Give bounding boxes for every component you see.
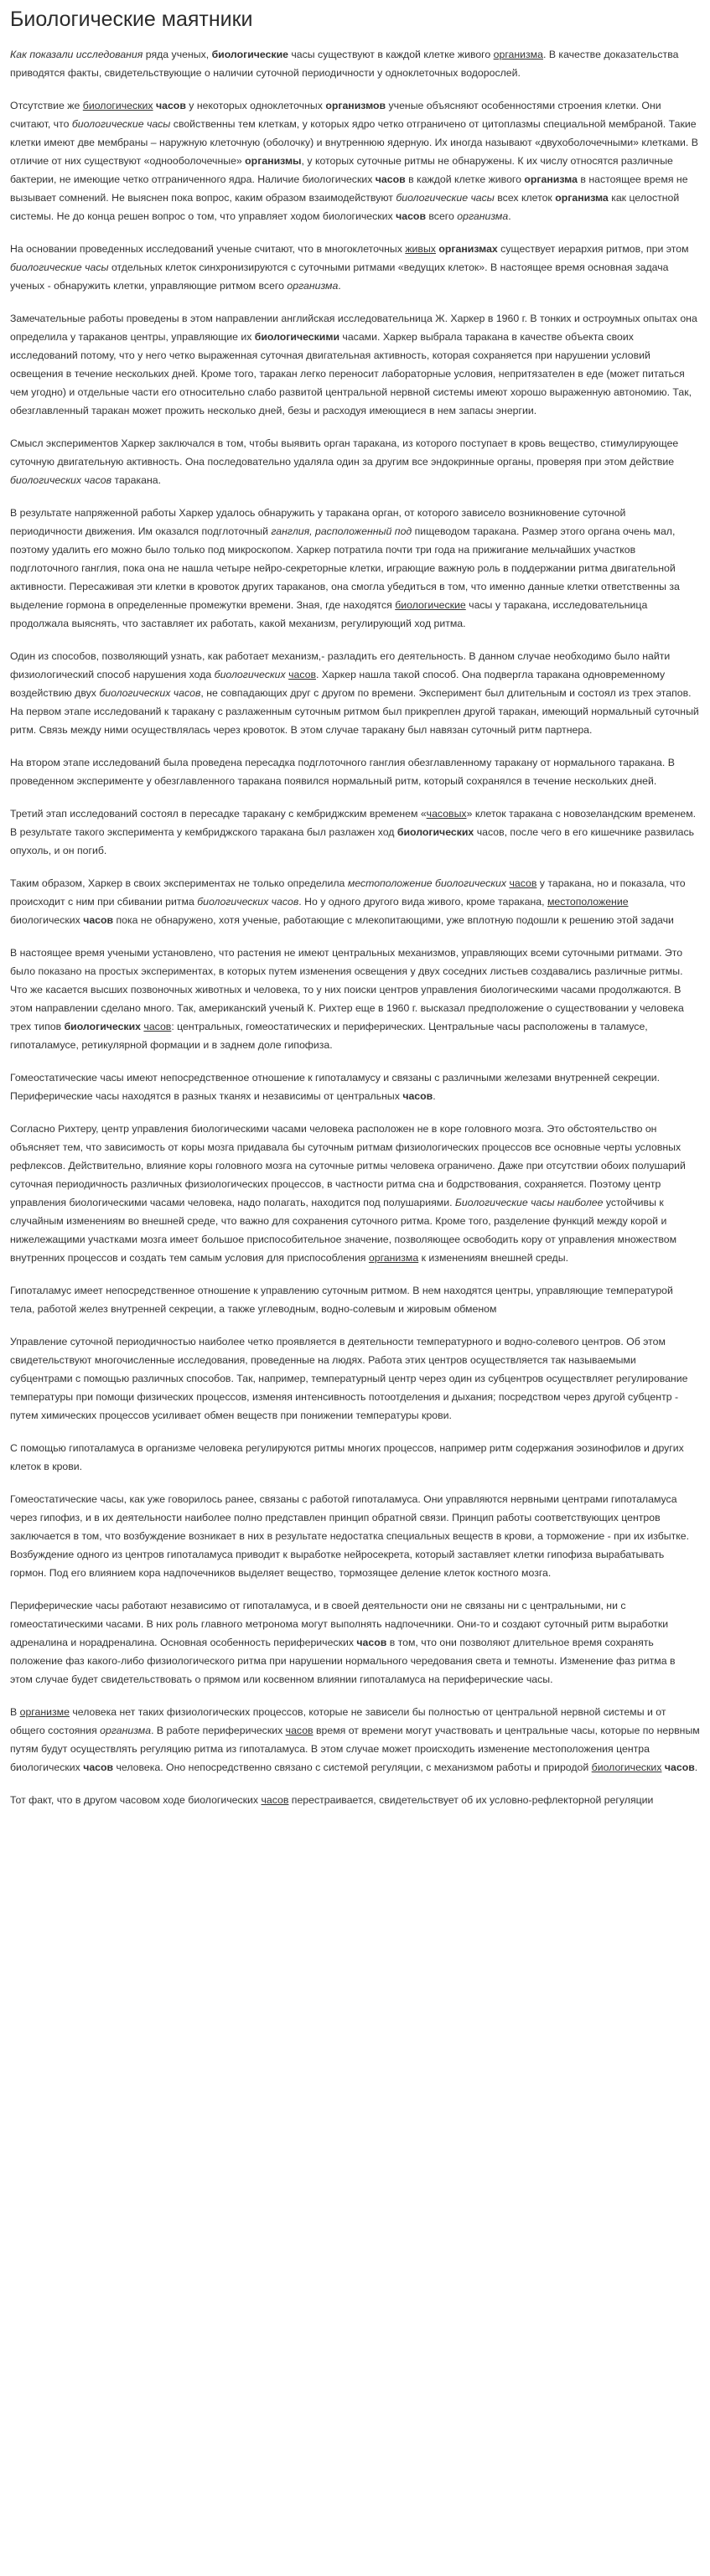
bold-text: биологических: [64, 1021, 141, 1032]
inline-link[interactable]: биологических: [591, 1761, 662, 1773]
text-run: В результате напряженной работы Харкер удалось обнаружить у таракана орган, от которого зависело возникновение суточной периодичности движения. Им оказался подглоточный: [10, 507, 626, 537]
italic-text: биологические часы: [396, 192, 495, 204]
bold-text: часов: [375, 173, 406, 185]
text-run: всех клеток: [494, 192, 556, 204]
page-title: Биологические маятники: [10, 8, 253, 31]
text-run: Периферические часы работают независимо от гипоталамуса, и в своей деятельности они не связаны ни с центральными, ни с гомеостатическими часами. В них роль главного метронома могут выполнять надпочечники. Они-то и создают суточный ритм выработки адреналина и норадреналина. Основная особенность периферических: [10, 1600, 669, 1648]
bold-text: часов: [396, 210, 426, 222]
inline-link[interactable]: часовых: [426, 808, 467, 820]
bold-text: организмах: [438, 243, 498, 255]
inline-link[interactable]: часов: [288, 669, 316, 680]
bold-text: биологические: [211, 49, 288, 60]
paragraph: [10, 240, 700, 295]
text-run: часы у таракана, исследовательница продолжала выяснять, что заставляет их работать, какой механизм, регулирующий ход ритма.: [10, 599, 648, 629]
text-run: как целостной системы. Не до конца решен вопрос о том, что управляет ходом биологических: [10, 192, 680, 222]
italic-text: организма: [287, 280, 339, 292]
inline-link[interactable]: организме: [19, 1706, 70, 1718]
italic-text: биологические часы: [71, 118, 171, 130]
text-run: время от времени могут участвовать и центральные часы, которые по нервным путям будут осуществлять регуляцию ритма из гипоталамуса. В этом случае может происходить изменение местоположения центра биологических: [10, 1725, 700, 1773]
text-run: всего: [426, 210, 458, 222]
italic-text: Как: [10, 49, 30, 60]
text-run: Управление суточной периодичностью наиболее четко проявляется в деятельности температурного и водно-солевого центров. Об этом свидетельствуют многочисленные исследования, проведенные на людях. Работа этих центров осуществляется так называемыми субцентрами с помощью различных способов. Так, например, температурный центр через один из субцентров осуществляет регулирование температуры при помощи физических процессов, изменяя интенсивность потоотделения и дыхания; посредством через другой субцентр - путем химических процессов усиливает обмен веществ при понижении температуры крови.: [10, 1336, 688, 1421]
text-run: ряда ученых,: [143, 49, 212, 60]
paragraph: [10, 504, 700, 633]
paragraph: [10, 45, 700, 82]
text-run: в том, что они позволяют длительное время сохранять положение фаз какого-либо физиологического ритма при нарушении нормального чередования света и темноты. Изменение фаз ритма в этом случае будет свидетельствовать о прямом или косвенном влиянии гипоталамуса на периферические часы.: [10, 1637, 676, 1685]
text-run: . В качестве доказательства приводятся факты, свидетельствующие о наличии суточной периодичности у одноклеточных водорослей.: [10, 49, 679, 79]
text-run: существует иерархия ритмов, при этом: [497, 243, 689, 255]
text-run: Один из способов, позволяющий узнать, как работает механизм,- разладить его деятельность. В данном случае необходимо было найти физиологический способ нарушения хода: [10, 650, 671, 680]
text-run: Третий этап исследований состоял в пересадке таракану с кембриджским временем «: [10, 808, 427, 820]
bold-text: часов: [83, 1761, 114, 1773]
text-run: у таракана, но и показала, что происходит с ним при сбивании ритма: [10, 877, 686, 908]
bold-text: организма: [555, 192, 609, 204]
italic-text: местоположение биологических: [347, 877, 507, 889]
text-run: В настоящее время учеными установлено, что растения не имеют центральных механизмов, управляющих всеми суточными ритмами. Это было показано на простых экспериментах, в которых путем изменения освещения у двух соседних листьев создавались различные ритмы. Что же касается высших позвоночных животных и человека, то у них поиски центров управления биологическими часами продолжаются. В этом направлении сделано много. Так, американский ученый К. Рихтер еще в 1960 г. высказал предположение о существовании у человека трех типов: [10, 947, 684, 1032]
text-run: На основании проведенных исследований ученые считают, что в многоклеточных: [10, 243, 406, 255]
text-run: Смысл экспериментов Харкер заключался в том, чтобы выявить орган таракана, из которого поступает в кровь вещество, стимулирующее суточную двигательную активность. Она последовательно удаляла один за другим все эндокринные органы, проверяя при этом действие: [10, 437, 679, 468]
bold-text: часов: [402, 1090, 433, 1102]
paragraph: [10, 434, 700, 489]
text-run: .: [433, 1090, 436, 1102]
article-body: [10, 45, 700, 1809]
inline-link[interactable]: часов: [285, 1725, 314, 1736]
text-run: . Харкер нашла такой способ. Она подвергла таракана одновременному воздействию двух: [10, 669, 666, 699]
inline-link[interactable]: часов: [143, 1021, 172, 1032]
inline-link[interactable]: часов: [509, 877, 537, 889]
text-run: в настоящее время не вызывает сомнений. Не выяснен пока вопрос, каким образом взаимодействуют: [10, 173, 688, 204]
bold-text: биологических: [396, 826, 474, 838]
inline-link[interactable]: организма: [368, 1252, 419, 1264]
text-run: » клеток таракана с новозеландским временем. В результате такого эксперимента у кембриджского таракана был разлажен ход: [10, 808, 697, 838]
text-run: человека. Оно непосредственно связано с системой регуляции, с механизмом работы и природой: [113, 1761, 592, 1773]
text-run: Таким образом, Харкер в своих экспериментах не только определила: [10, 877, 348, 889]
paragraph: [10, 1281, 700, 1318]
italic-text: биологических часов: [99, 687, 201, 699]
text-run: часы существуют в каждой клетке живого: [288, 49, 494, 60]
text-run: отдельных клеток синхронизируются с суточными ритмами «ведущих клеток». В настоящее время основная задача ученых - обнаружить клетки, управляющие ритмом всего: [10, 261, 669, 292]
italic-text: организма: [100, 1725, 152, 1736]
italic-text: биологических: [214, 669, 286, 680]
paragraph: [10, 1332, 700, 1425]
text-run: : центральных, гомеостатических и периферических. Центральные часы расположены в таламусе, гипоталамусе, ретикулярной формации и в заднем доле гипофиза.: [10, 1021, 648, 1051]
inline-link[interactable]: местоположение: [547, 896, 629, 908]
italic-text: организма: [457, 210, 509, 222]
text-run: Согласно Рихтеру, центр управления биологическими часами человека расположен не в коре головного мозга. Это обстоятельство он объясняет тем, что зависимость от коры мозга придавала бы суточным ритмам физиологических процессов все основные черты условных рефлексов. Действительно, влияние коры головного мозга на суточные ритмы человека ограничено. Даже при отсутствии обоих полушарий суточная периодичность различных физиологических процессов, в частности ритма сна и бодрствования, сохраняется. Поэтому центр управления биологическими часами человека, надо полагать, находится под полушариями.: [10, 1123, 686, 1208]
italic-text: биологических часов: [197, 896, 299, 908]
bold-text: организмов: [325, 100, 386, 111]
italic-text: биологические часы: [10, 261, 109, 273]
paragraph: [10, 753, 700, 790]
text-run: , у которых суточные ритмы не обнаружены. К их числу относятся различные бактерии, не имеющие четко отграниченного ядра. Наличие биологических: [10, 155, 673, 185]
text-run: человека нет таких физиологических процессов, которые не зависели бы полностью от центральной нервной системы и от общего состояния: [10, 1706, 666, 1736]
paragraph: [10, 1120, 700, 1267]
text-run: часами. Харкер выбрала таракана в качестве объекта своих исследований потому, что у него четко выраженная суточная двигательная активность, которая сохраняется при нарушении условий освещения в течение нескольких дней. Кроме того, таракан легко переносит лабораторные условия, непритязателен в еде (может питаться чем угодно) и отдельные части его относительно слабо развитой центральной нервной системы имеют хорошо выраженную автономию. Так, обезглавленный таракан может прожить несколько дней, безы и расходуя имеющиеся в нем запасы энергии.: [10, 331, 692, 416]
bold-text: биологическими: [254, 331, 340, 343]
text-run: у некоторых одноклеточных: [185, 100, 326, 111]
text-run: в каждой клетке живого: [405, 173, 525, 185]
text-run: пока не обнаружено, хотя ученые, работающие с млекопитающими, уже вплотную подошли к решению этой задачи: [113, 914, 674, 926]
text-run: В: [10, 1706, 20, 1718]
text-run: Гомеостатические часы имеют непосредственное отношение к гипоталамусу и связаны с различными железами внутренней секреции. Периферические часы находятся в разных тканях и независимы от центральных: [10, 1072, 661, 1102]
paragraph: [10, 1490, 700, 1582]
italic-text: показали исследования: [29, 49, 143, 60]
text-run: . В работе периферических: [151, 1725, 286, 1736]
text-run: На втором этапе исследований была проведена пересадка подглоточного ганглия обезглавленному таракану от нормального таракана. В проведенном эксперименте у обезглавленного таракана появился нормальный ритм, который сохранялся в течение нескольких дней.: [10, 757, 675, 787]
italic-text: ганглия, расположенный под: [271, 525, 412, 537]
text-run: устойчивы к случайным изменениям во внешней среде, что важно для сохранения суточного ритма. Кроме того, разделение функций между корой и нижележащими участками мозга имеет большое приспособительное значение, позволяющее освободить кору от управления множеством внутренних процессов и создать тем самым условия для приспособления: [10, 1197, 677, 1264]
text-run: .: [694, 1761, 698, 1773]
inline-link[interactable]: живых: [405, 243, 436, 255]
text-run: .: [338, 280, 341, 292]
text-run: Гомеостатические часы, как уже говорилось ранее, связаны с работой гипоталамуса. Они управляются нервными центрами гипоталамуса через гипофиз, и в их деятельности наиболее полно представлен принцип обратной связи. Принцип работы соответствующих центров заключается в том, что возбуждение возникает в них в результате недостатка специальных веществ в крови, а торможение - при их избытке. Возбуждение одного из центров гипоталамуса приводит к выработке нейросекрета, который заставляет клетки гипофиза вырабатывать гормон. Под его влиянием кора надпочечников выделяет вещество, тормозящее деление клеток костного мозга.: [10, 1493, 690, 1579]
italic-text: Биологические часы наиболее: [454, 1197, 604, 1208]
paragraph: [10, 1068, 700, 1105]
paragraph: [10, 1703, 700, 1777]
text-run: ученые объясняют особенностями строения клетки. Они считают, что: [10, 100, 661, 130]
text-run: .: [508, 210, 511, 222]
paragraph: [10, 96, 700, 225]
text-run: к изменениям внешней среды.: [418, 1252, 568, 1264]
text-run: свойственны тем клеткам, у которых ядро четко отграничено от цитоплазмы специальной мембраной. Такие клетки имеют две мембраны – наружную клеточную (оболочку) и внутреннюю ядерную. Их иногда называют «двухоболочечными» клетками. В отличие от них существуют «однооболочечные»: [10, 118, 698, 167]
paragraph: [10, 804, 700, 860]
bold-text: организма: [524, 173, 578, 185]
bold-text: часов: [83, 914, 114, 926]
bold-text: часов: [356, 1637, 387, 1648]
inline-link[interactable]: организма: [493, 49, 543, 60]
text-run: таракана.: [111, 474, 162, 486]
text-run: часов, после чего в его кишечнике развилась опухоль, и он погиб.: [10, 826, 695, 856]
text-run: . Но у одного другого вида живого, кроме таракана,: [298, 896, 547, 908]
paragraph: [10, 944, 700, 1054]
paragraph: [10, 309, 700, 420]
paragraph: [10, 1791, 700, 1809]
paragraph: [10, 647, 700, 739]
text-run: Замечательные работы проведены в этом направлении английская исследовательница Ж. Харкер в 1960 г. В тонких и остроумных опытах она определила у тараканов центры, управляющие их: [10, 313, 697, 343]
text-run: перестраивается, свидетельствует об их условно-рефлекторной регуляции: [288, 1794, 654, 1806]
paragraph: [10, 874, 700, 929]
text-run: С помощью гипоталамуса в организме человека регулируются ритмы многих процессов, например ритм содержания эозинофилов и других клеток в крови.: [10, 1442, 684, 1472]
text-run: Гипоталамус имеет непосредственное отношение к управлению суточным ритмом. В нем находятся центры, управляющие температурой тела, работой желез внутренней секреции, а также углеводным, водно-солевым и жировым обменом: [10, 1285, 673, 1315]
text-run: пищеводом таракана. Размер этого органа очень мал, поэтому удалить его можно было только под микроскопом. Харкер потратила почти три года на прижигание мельчайших участков подглоточного ганглия, пока она не нашла четыре нейро-секреторные клетки, играющие важную роль в поддержании ритма двигательной активности. Пересаживая эти клетки в кровоток других тараканов, она смогла убедиться в том, что именно данные клетки ответственны за выделение гормона в определенные промежутки времени. Зная, где находятся: [10, 525, 680, 611]
bold-text: организмы: [245, 155, 302, 167]
paragraph: [10, 1596, 700, 1689]
text-run: биологических: [10, 914, 84, 926]
text-run: , не совпадающих друг с другом по времени. Эксперимент был длительным и состоял из трех этапов. На первом этапе исследований к таракану с разлаженным суточным ритмом был прикреплен другой таракан, имеющий нормальный суточный ритм. Связь между ними осуществлялась через кровоток. В этом случае таракану был навязан суточный ритм партнера.: [10, 687, 699, 736]
text-run: Отсутствие же: [10, 100, 83, 111]
text-run: Тот факт, что в другом часовом ходе биологических: [10, 1794, 262, 1806]
bold-text: часов: [155, 100, 186, 111]
bold-text: часов: [664, 1761, 695, 1773]
inline-link[interactable]: часов: [261, 1794, 289, 1806]
paragraph: [10, 1439, 700, 1476]
inline-link[interactable]: биологических: [82, 100, 153, 111]
italic-text: биологических часов: [10, 474, 112, 486]
inline-link[interactable]: биологические: [395, 599, 466, 611]
